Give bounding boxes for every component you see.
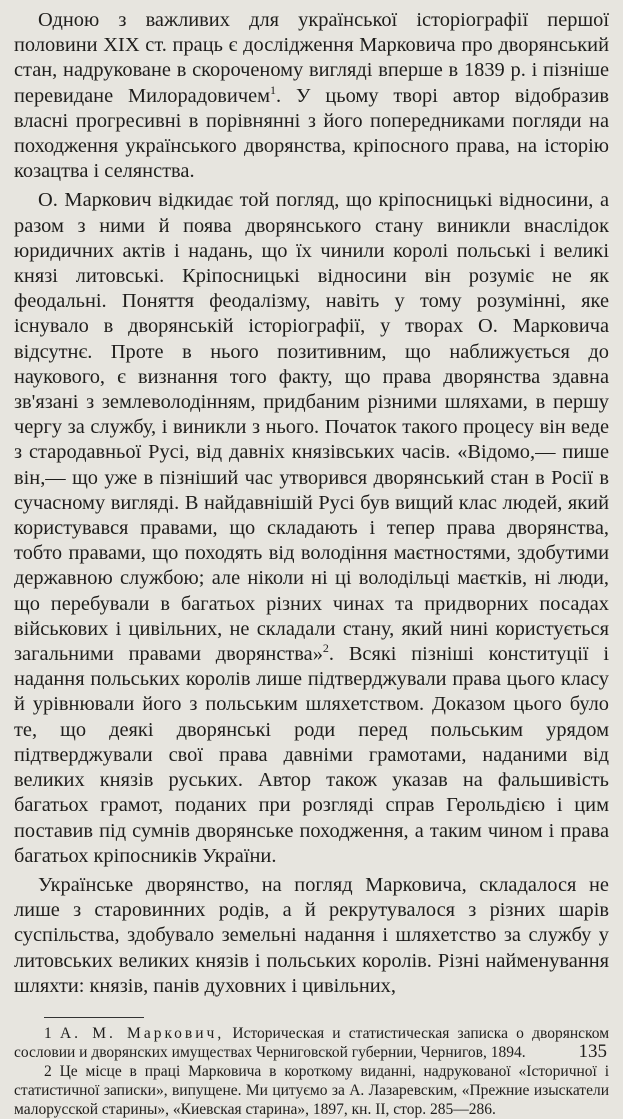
footnote-author: А. М. Маркович, <box>59 1024 225 1042</box>
footnote-mark-1[interactable]: 1 <box>270 82 277 97</box>
page-number: 135 <box>578 1041 607 1062</box>
footnote-divider <box>44 1017 144 1018</box>
footnote-number: 2 <box>44 1062 52 1080</box>
footnote-2 <box>14 1062 609 1119</box>
paragraph-2 <box>14 188 609 868</box>
footnote-number: 1 <box>44 1024 52 1042</box>
paragraph-text: Одною з важливих для української історіографії першої половини XIX ст. праць є дослідження Марковича про дворянський стан, надруковане в скороченому вигляді вперше в 1839 р. і пізніше перевидане Милорадовичем <box>14 9 609 107</box>
paragraph-text: . Всякі пізніші конституції і надання польських королів лише підтверджували права цього класу й урівнювали його з польським шляхетством. Доказом цього було те, що деякі дворянські роди перед польським урядом підтверджували свої права давніми грамотами, наданими від великих князів руських. Автор також указав на фальшивість багатьох грамот, поданих при розгляді справ Герольдією і цим поставив під сумнів дворянське походження, а таким чином і права багатьох кріпосників України. <box>14 643 609 867</box>
paragraph-text: . У цьому творі автор відобразив власні прогресивні в порівнянні з його попередниками погляди на походження українського дворянства, кріпосного права, на історію козацтва і селянства. <box>14 84 609 183</box>
footnote-mark-2[interactable]: 2 <box>322 641 329 656</box>
paragraph-text: О. Маркович відкидає той погляд, що кріпосницькі відносини, а разом з ними й поява дворянського стану виникли внаслідок юридичних актів і надань, що їх чинили королі польські і великі князі литовські. Кріпосницькі відносини він розуміє не як феодальні. Поняття феодалізму, навіть у тому розумінні, яке існувало в дворянській історіографії, у творах О. Марковича відсутнє. Проте в нього позитивним, що наближується до наукового, є визнання того факту, що права дворянства здавна зв'язані з землеволодінням, придбаним різними шляхами, в першу чергу за службу, і виникли з нього. Початок такого процесу він веде з стародавньої Русі, від давніх князівських часів. «Відомо,— пише він,— що уже в пізніший час утворився дворянський стан в Росії в сучасному вигляді. В найдавнішій Русі був вищий клас людей, який користувався правами, що складають і тепер права дворянства, тобто правами, що походять від володіння маєтностями, здобутими державною службою; але ніколи ні ці володільці маєтків, ні люди, що перебували в багатьох різних чинах та придворних посадах військових і цивільних, не складали стану, який нині користується загальними правами дворянства» <box>14 189 609 666</box>
footnotes <box>14 1024 609 1119</box>
footnote-text: Це місце в праці Марковича в короткому виданні, надрукованої «Історичної і статистичної записки», випущене. Ми цитуємо за А. Лазаревским, «Прежние изыскатели малорусской старины», «Киевская старина», 1897, кн. II, стор. 285—286. <box>14 1062 609 1118</box>
footnote-1 <box>14 1024 609 1062</box>
paragraph-1 <box>14 8 609 184</box>
main-text <box>14 8 609 999</box>
paragraph-text: Українське дворянство, на погляд Марковича, складалося не лише з старовинних родів, а й рекрутувалося з різних шарів суспільства, здобувало земельні надання і шляхетство за службу у литовських великих князів і польських королів. Різні найменування шляхти: князів, панів духовних і цивільних, <box>14 873 609 997</box>
paragraph-3 <box>14 873 609 999</box>
footnote-text: Историческая и статистическая записка о дворянском сословии и дворянских имуществах Черниговской губернии, Чернигов, 1894. <box>14 1024 610 1061</box>
